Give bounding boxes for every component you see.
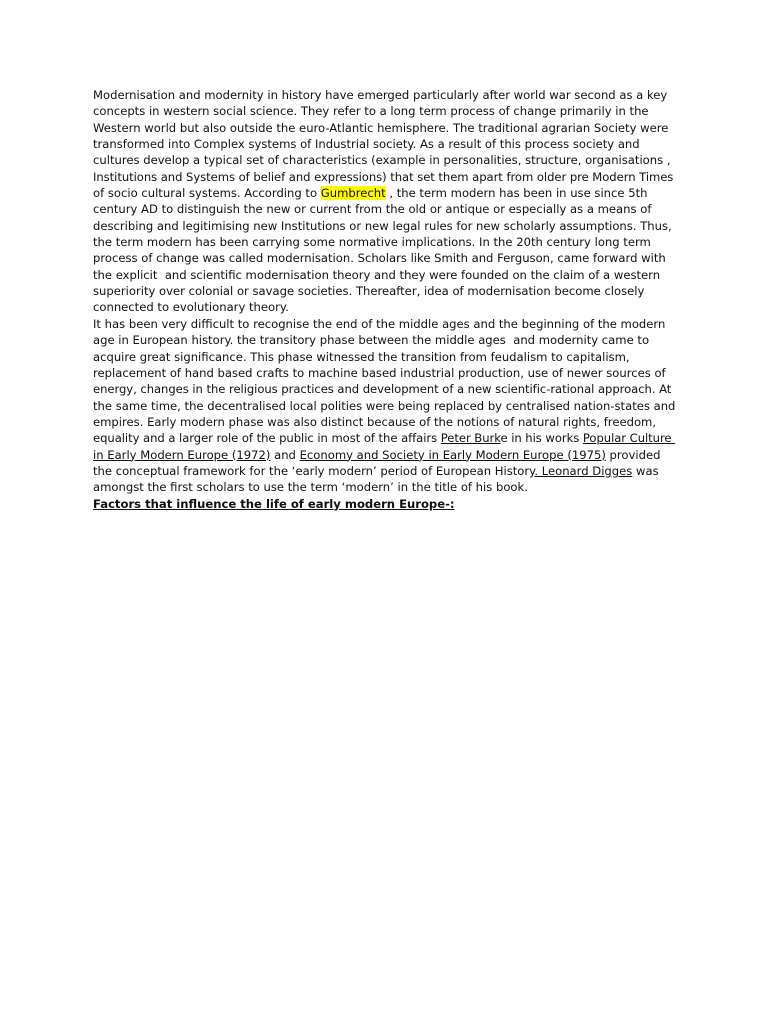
text-segment: the conceptual framework for the ‘early modern’ period of European History: [93, 463, 535, 478]
text-line: connected to evolutionary theory.: [93, 300, 289, 315]
text-line: [93, 463, 675, 479]
text-line: empires. Early modern phase was also distinct because of the notions of natural rights, freedom,: [93, 414, 657, 429]
text-line: replacement of hand based crafts to machine based industrial production, use of newer sources of: [93, 365, 666, 380]
paragraph-early-modern: [93, 316, 675, 496]
text-line: energy, changes in the religious practices and development of a new scientific-rational approach. At: [93, 382, 672, 397]
text-line: transformed into Complex systems of Industrial society. As a result of this process society and: [93, 137, 640, 152]
text-segment: was: [632, 463, 659, 478]
text-line: the term modern has been carrying some normative implications. In the 20th century long term: [93, 235, 651, 250]
text-line: concepts in western social science. They refer to a long term process of change primarily in the: [93, 104, 649, 119]
text-line: Institutions and Systems of belief and expressions) that set them apart from older pre Modern Times: [93, 169, 674, 184]
text-segment: provided: [605, 447, 661, 462]
text-segment: of socio cultural systems. According to: [93, 186, 321, 201]
text-line: century AD to distinguish the new or current from the old or antique or especially as a means of: [93, 202, 652, 217]
text-line: [93, 185, 675, 201]
text-line: describing and legitimising new Institutions or new legal rules for new scholarly assumptions. Thus,: [93, 218, 672, 233]
text-segment: e in his works: [500, 431, 583, 446]
document-body: [93, 87, 675, 512]
underlined-title-popular-culture: Popular Culture: [582, 431, 676, 446]
underlined-name-leonard-digges: . Leonard Digges: [534, 463, 633, 478]
text-segment: , the term modern has been in use since 5th: [385, 186, 648, 201]
text-line: Western world but also outside the euro-Atlantic hemisphere. The traditional agrarian Society were: [93, 120, 669, 135]
underlined-name-peter-burke: Peter Burk: [440, 431, 501, 446]
text-line: process of change was called modernisation. Scholars like Smith and Ferguson, came forward with: [93, 251, 666, 266]
text-line: acquire great significance. This phase witnessed the transition from feudalism to capitalism,: [93, 349, 630, 364]
underlined-title-economy-and-society: Economy and Society in Early Modern Europe (1975): [299, 447, 606, 462]
text-segment: and: [270, 447, 300, 462]
text-line: the explicit and scientific modernisation theory and they were founded on the claim of a western: [93, 267, 661, 282]
text-line: [93, 447, 675, 463]
highlighted-name-gumbrecht: Gumbrecht: [320, 186, 386, 201]
text-line: Modernisation and modernity in history have emerged particularly after world war second as a key: [93, 88, 668, 102]
text-line: amongst the first scholars to use the term ‘modern’ in the title of his book.: [93, 480, 528, 495]
text-line: It has been very difficult to recognise the end of the middle ages and the beginning of the modern: [93, 316, 666, 331]
underlined-title-popular-culture: in Early Modern Europe (1972): [93, 447, 271, 462]
text-line: [93, 430, 675, 446]
paragraph-modernisation: [93, 87, 675, 316]
section-heading: Factors that influence the life of early modern Europe-:: [93, 496, 455, 511]
text-line: the same time, the decentralised local polities were being replaced by centralised nation-states and: [93, 398, 676, 413]
text-segment: equality and a larger role of the public in most of the affairs: [93, 431, 441, 446]
text-line: superiority over colonial or savage societies. Thereafter, idea of modernisation become closely: [93, 284, 645, 299]
text-line: cultures develop a typical set of characteristics (example in personalities, structure, organisations ,: [93, 153, 671, 168]
text-line: age in European history. the transitory phase between the middle ages and modernity came to: [93, 333, 650, 348]
